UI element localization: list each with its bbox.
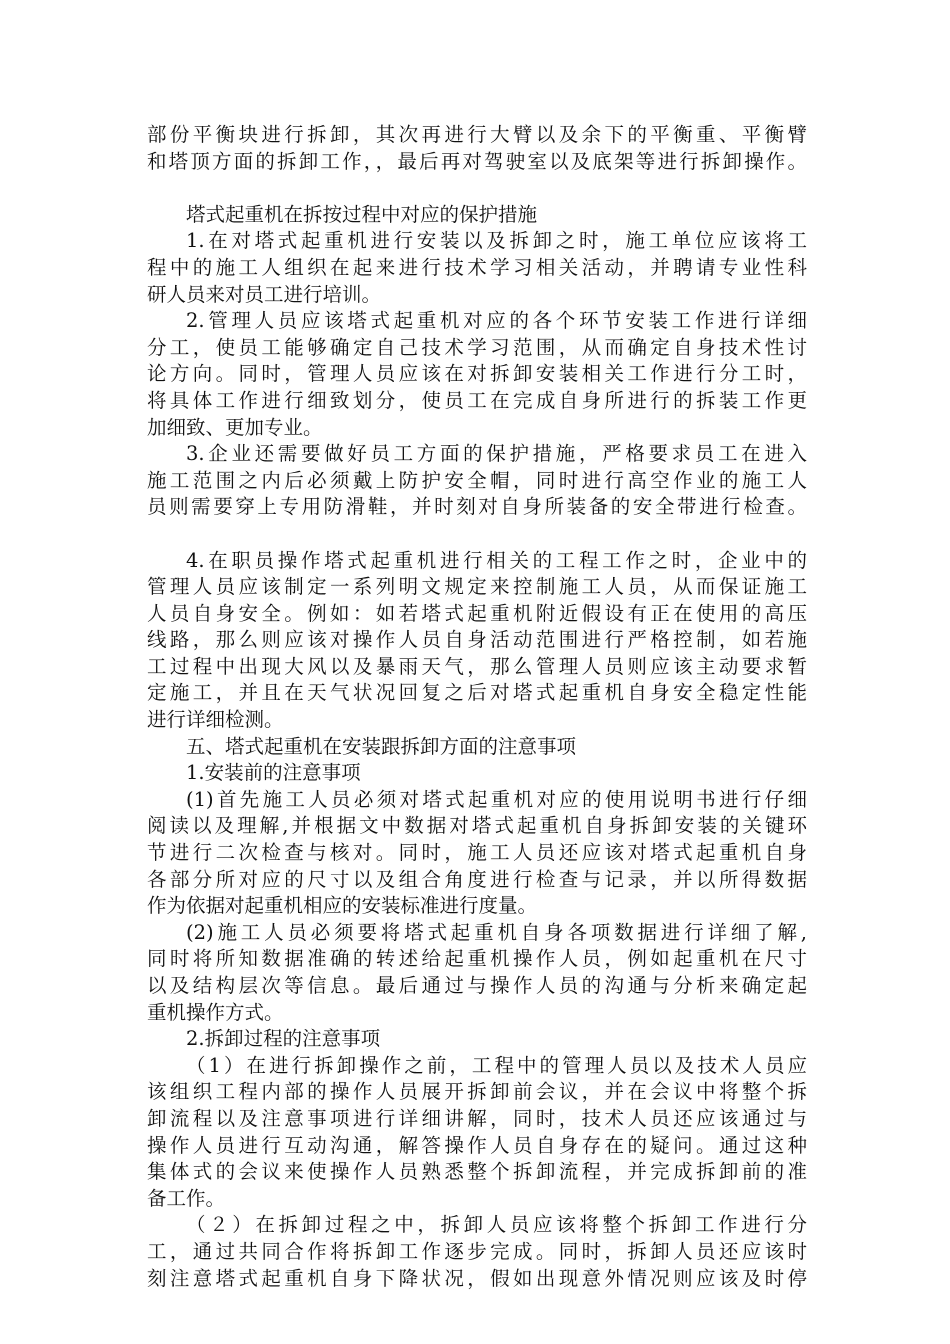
text-line: 将具体工作进行细致划分，使员工在完成自身所进行的拆装工作更 — [147, 388, 807, 412]
text-line: 工，通过共同合作将拆卸工作逐步完成。同时，拆卸人员还应该时 — [147, 1239, 807, 1263]
text-line: (2)施工人员必须要将塔式起重机自身各项数据进行详细了解, — [186, 920, 807, 944]
text-line: 重机操作方式。 — [147, 1000, 284, 1024]
text-line: 同时将所知数据准确的转述给起重机操作人员，例如起重机在尺寸 — [147, 947, 807, 971]
text-line: 作为依据对起重机相应的安装标准进行度量。 — [147, 894, 538, 918]
text-line: 2.拆卸过程的注意事项 — [186, 1027, 381, 1051]
text-line: 加细致、更加专业。 — [147, 415, 323, 439]
paragraph-gap — [147, 521, 807, 548]
text-line: 集体式的会议来使操作人员熟悉整个拆卸流程，并完成拆卸前的准 — [147, 1160, 807, 1184]
text-line: 4.在职员操作塔式起重机进行相关的工程工作之时，企业中的 — [186, 548, 807, 572]
text-line: 定施工，并且在天气状况回复之后对塔式起重机自身安全稳定性能 — [147, 681, 807, 705]
text-line: 人员自身安全。例如：如若塔式起重机附近假设有正在使用的高压 — [147, 601, 807, 625]
text-line: 五、塔式起重机在安装跟拆卸方面的注意事项 — [186, 734, 577, 758]
text-line: 部份平衡块进行拆卸，其次再进行大臂以及余下的平衡重、平衡臂 — [147, 123, 807, 146]
text-line: 分工，使员工能够确定自己技术学习范围，从而确定自身技术性讨 — [147, 335, 807, 359]
text-line: 论方向。同时，管理人员应该在对拆卸安装相关工作进行分工时， — [147, 362, 807, 386]
text-line: 线路，那么则应该对操作人员自身活动范围进行严格控制，如若施 — [147, 628, 807, 652]
text-line: 1.安装前的注意事项 — [186, 761, 361, 785]
text-line: 和塔顶方面的拆卸工作，，最后再对驾驶室以及底架等进行拆卸操作。 — [147, 149, 807, 173]
text-line: 研人员来对员工进行培训。 — [147, 282, 382, 306]
text-line: 进行详细检测。 — [147, 708, 284, 732]
paragraph-gap — [147, 175, 807, 202]
text-line: 卸流程以及注意事项进行详细讲解，同时，技术人员还应该通过与 — [147, 1106, 807, 1130]
text-line: 以及结构层次等信息。最后通过与操作人员的沟通与分析来确定起 — [147, 974, 807, 997]
text-line: 该组织工程内部的操作人员展开拆卸前会议，并在会议中将整个拆 — [147, 1080, 807, 1104]
text-line: （２）在拆卸过程之中，拆卸人员应该将整个拆卸工作进行分 — [186, 1213, 807, 1237]
text-line: 刻注意塔式起重机自身下降状况，假如出现意外情况则应该及时停 — [147, 1266, 807, 1290]
text-line: 阅读以及理解,并根据文中数据对塔式起重机自身拆卸安装的关键环 — [147, 814, 807, 838]
text-line: 施工范围之内后必须戴上防护安全帽，同时进行高空作业的施工人 — [147, 468, 807, 492]
text-line: 1.在对塔式起重机进行安装以及拆卸之时，施工单位应该将工 — [186, 229, 807, 253]
text-line: 程中的施工人组织在起来进行技术学习相关活动，并聘请专业性科 — [147, 255, 807, 279]
document-page — [147, 122, 807, 1292]
text-line: 管理人员应该制定一系列明文规定来控制施工人员，从而保证施工 — [147, 575, 807, 599]
text-line: （1）在进行拆卸操作之前，工程中的管理人员以及技术人员应 — [186, 1053, 807, 1077]
text-line: 员则需要穿上专用防滑鞋，并时刻对自身所装备的安全带进行检查。 — [147, 495, 807, 519]
text-line: 3.企业还需要做好员工方面的保护措施，严格要求员工在进入 — [186, 442, 807, 466]
text-line: 节进行二次检查与核对。同时，施工人员还应该对塔式起重机自身 — [147, 841, 807, 865]
text-line: 塔式起重机在拆按过程中对应的保护措施 — [186, 202, 538, 226]
text-line: 备工作。 — [147, 1186, 226, 1210]
text-line: 操作人员进行互动沟通，解答操作人员自身存在的疑问。通过这种 — [147, 1133, 807, 1157]
text-line: 各部分所对应的尺寸以及组合角度进行检查与记录，并以所得数据 — [147, 867, 807, 891]
text-line: (1)首先施工人员必须对塔式起重机对应的使用说明书进行仔细 — [186, 787, 807, 811]
text-line: 工过程中出现大风以及暴雨天气，那么管理人员则应该主动要求暂 — [147, 654, 807, 678]
text-line: 2.管理人员应该塔式起重机对应的各个环节安装工作进行详细 — [186, 309, 807, 333]
